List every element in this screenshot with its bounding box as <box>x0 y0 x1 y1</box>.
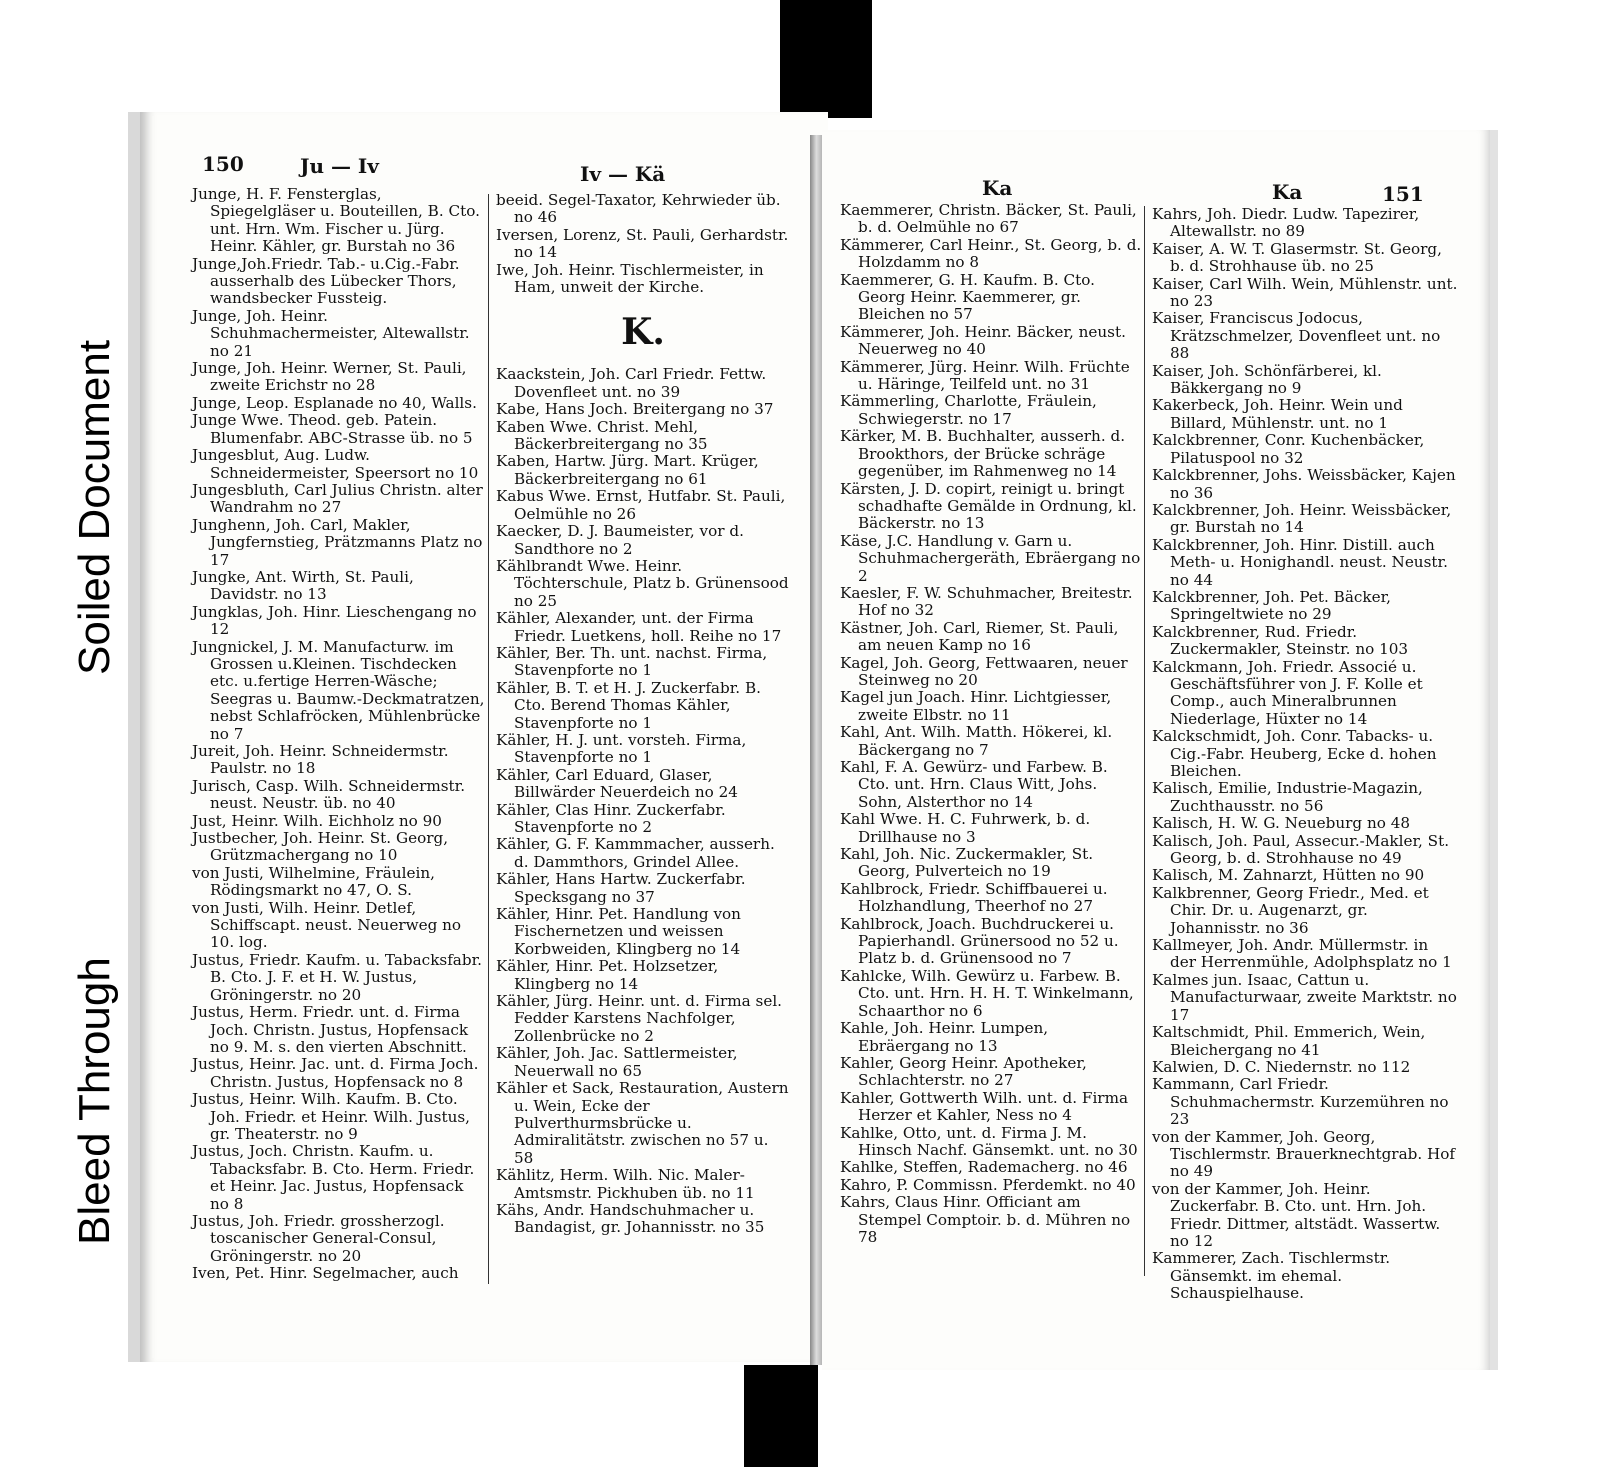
directory-entry: Kalckmann, Joh. Friedr. Associé u. Geschäftsführer von J. F. Kolle et Comp., auch Mineralbrunnen Niederlage, Hüxter no 14 <box>1152 657 1423 728</box>
directory-entry: Kaesler, F. W. Schuhmacher, Breitestr. Hof no 32 <box>840 583 1133 620</box>
header-left-range: Ju — Iv <box>300 154 379 178</box>
directory-entry: Kaemmerer, Christn. Bäcker, St. Pauli, b. d. Oelmühle no 67 <box>840 201 1137 237</box>
column-rule <box>1144 206 1145 1276</box>
directory-entry: Kahl, Ant. Wilh. Matth. Hökerei, kl. Bäckergang no 7 <box>840 723 1113 759</box>
directory-entry: Kähler, B. T. et H. J. Zuckerfabr. B. Cto. Berend Thomas Kähler, Stavenpforte no 1 <box>496 678 761 732</box>
directory-entry: Justus, Heinr. Wilh. Kaufm. B. Cto. Joh. Friedr. et Heinr. Wilh. Justus, gr. Theaterstr. no 9 <box>192 1090 470 1143</box>
binding-strip-bottom <box>744 1365 818 1467</box>
directory-entry: Kalckbrenner, Conr. Kuchenbäcker, Pilatuspool no 32 <box>1152 431 1425 467</box>
directory-entry: Käse, J.C. Handlung v. Garn u. Schuhmachergeräth, Ebräergang no 2 <box>840 531 1141 585</box>
directory-entry: Justbecher, Joh. Heinr. St. Georg, Grützmachergang no 10 <box>192 829 449 865</box>
directory-entry: Kahlbrock, Joach. Buchdruckerei u. Papierhandl. Grünersood no 52 u. Platz b. d. Grünensood no 7 <box>840 914 1119 968</box>
directory-entry: Junge,Joh.Friedr. Tab.- u.Cig.-Fabr. ausserhalb des Lübecker Thors, wandsbecker Fussteig. <box>192 254 460 308</box>
directory-entry: Kähler, Joh. Jac. Sattlermeister, Neuerwall no 65 <box>496 1044 738 1080</box>
directory-entry: Kammerer, Zach. Tischlermstr. Gänsemkt. im ehemal. Schauspielhause. <box>1152 1249 1391 1303</box>
directory-entry: Jungnickel, J. M. Manufacturw. im Grossen u.Kleinen. Tischdecken etc. u.fertige Herren-Wäsche; Seegras u. Baumw.-Deckmatratzen, nebst Schlafröcken, Mühlenbrücke no 7 <box>192 637 485 743</box>
directory-entry: Kahle, Joh. Heinr. Lumpen, Ebräergang no 13 <box>840 1019 1049 1055</box>
directory-entry: beeid. Segel-Taxator, Kehrwieder üb. no 46 <box>496 191 781 227</box>
directory-entry: Kagel jun Joach. Hinr. Lichtgiesser, zweite Elbstr. no 11 <box>840 688 1112 724</box>
directory-entry: Kahlke, Otto, unt. d. Firma J. M. Hinsch Nachf. Gänsemkt. unt. no 30 <box>840 1123 1138 1159</box>
directory-entry: Kähler, Clas Hinr. Zuckerfabr. Stavenpforte no 2 <box>496 800 726 836</box>
directory-entry: Kämmerling, Charlotte, Fräulein, Schwiegerstr. no 17 <box>840 392 1097 428</box>
directory-entry: Iversen, Lorenz, St. Pauli, Gerhardstr. no 14 <box>496 225 789 262</box>
directory-entry: Justus, Heinr. Jac. unt. d. Firma Joch. Christn. Justus, Hopfensack no 8 <box>192 1055 479 1091</box>
header-left-range: Ka <box>982 176 1013 200</box>
directory-entry: Kähler, H. J. unt. vorsteh. Firma, Stavenpforte no 1 <box>496 730 747 767</box>
directory-entry: Kalckbrenner, Johs. Weissbäcker, Kajen no 36 <box>1152 466 1456 502</box>
directory-entry: Kalckbrenner, Joh. Heinr. Weissbäcker, gr. Burstah no 14 <box>1152 500 1452 537</box>
directory-entry: Kalisch, Emilie, Industrie-Magazin, Zuchthausstr. no 56 <box>1152 779 1423 815</box>
directory-entry: von Justi, Wilhelmine, Fräulein, Rödingsmarkt no 47, O. S. <box>192 863 435 900</box>
left-page-column-2 <box>496 192 790 1237</box>
directory-entry: Kahl, F. A. Gewürz- und Farbew. B. Cto. unt. Hrn. Claus Witt, Johs. Sohn, Alsterthor no 14 <box>840 758 1108 811</box>
directory-entry: Kahlbrock, Friedr. Schiffbauerei u. Holzhandlung, Theerhof no 27 <box>840 879 1108 916</box>
header-right-range: Ka <box>1272 180 1303 204</box>
directory-entry: Kaiser, Franciscus Jodocus, Krätzschmelzer, Dovenfleet unt. no 88 <box>1152 309 1441 363</box>
header-right-range: Iv — Kä <box>580 162 666 186</box>
directory-entry: Kähler, G. F. Kammmacher, ausserh. d. Dammthors, Grindel Allee. <box>496 835 775 871</box>
directory-entry: Kaben Wwe. Christ. Mehl, Bäckerbreitergang no 35 <box>496 417 708 454</box>
directory-entry: Iwe, Joh. Heinr. Tischlermeister, in Ham, unweit der Kirche. <box>496 260 764 297</box>
directory-entry: Kaltschmidt, Phil. Emmerich, Wein, Bleichergang no 41 <box>1152 1023 1426 1059</box>
directory-entry: Kähler, Jürg. Heinr. unt. d. Firma sel. Fedder Karstens Nachfolger, Zollenbrücke no 2 <box>496 992 783 1045</box>
directory-entry: Junge Wwe. Theod. geb. Patein. Blumenfabr. ABC-Strasse üb. no 5 <box>192 411 473 447</box>
directory-entry: Kaiser, Joh. Schönfärberei, kl. Bäkkergang no 9 <box>1152 361 1382 398</box>
directory-entry: Junge, Leop. Esplanade no 40, Walls. <box>192 393 477 412</box>
directory-entry: Iven, Pet. Hinr. Segelmacher, auch <box>192 1264 459 1283</box>
directory-entry: Kahl Wwe. H. C. Fuhrwerk, b. d. Drillhause no 3 <box>840 810 1091 846</box>
directory-entry: Kalckbrenner, Joh. Pet. Bäcker, Springeltwiete no 29 <box>1152 587 1392 624</box>
directory-entry: Kahrs, Joh. Diedr. Ludw. Tapezirer, Altewallstr. no 89 <box>1152 205 1420 241</box>
directory-entry: Jungke, Ant. Wirth, St. Pauli, Davidstr. no 13 <box>192 567 414 604</box>
directory-entry: Just, Heinr. Wilh. Eichholz no 90 <box>192 811 442 830</box>
directory-entry: Kahrs, Claus Hinr. Officiant am Stempel Comptoir. b. d. Mühren no 78 <box>840 1193 1131 1246</box>
directory-entry: Justus, Friedr. Kaufm. u. Tabacksfabr. B. Cto. J. F. et H. W. Justus, Gröningerstr. no 20 <box>192 950 483 1004</box>
directory-entry: Kämmerer, Jürg. Heinr. Wilh. Früchte u. Häringe, Teilfeld unt. no 31 <box>840 357 1130 394</box>
directory-entry: Kabus Wwe. Ernst, Hutfabr. St. Pauli, Oelmühle no 26 <box>496 487 786 523</box>
page-number-left: 150 <box>202 152 244 176</box>
bleed-through-label: Bleed Through <box>70 957 119 1245</box>
directory-entry: Kaben, Hartw. Jürg. Mart. Krüger, Bäckerbreitergang no 61 <box>496 452 759 488</box>
directory-entry: Jungklas, Joh. Hinr. Lieschengang no 12 <box>192 602 477 639</box>
directory-entry: Kählitz, Herm. Wilh. Nic. Maler-Amtsmstr. Pickhuben üb. no 11 <box>496 1166 755 1202</box>
directory-entry: Justus, Joch. Christn. Kaufm. u. Tabacksfabr. B. Cto. Herm. Friedr. et Heinr. Jac. Justus, Hopfensack no 8 <box>192 1142 475 1213</box>
right-page <box>822 130 1498 1370</box>
directory-entry: Kählbrandt Wwe. Heinr. Töchterschule, Platz b. Grünensood no 25 <box>496 556 789 610</box>
directory-entry: Kaackstein, Joh. Carl Friedr. Fettw. Dovenfleet unt. no 39 <box>496 365 767 401</box>
directory-entry: Junghenn, Joh. Carl, Makler, Jungfernstieg, Prätzmanns Platz no 17 <box>192 515 483 569</box>
directory-entry: Kähler et Sack, Restauration, Austern u. Wein, Ecke der Pulverthurmsbrücke u. Admiralitätstr. zwischen no 57 u. 58 <box>496 1079 789 1167</box>
directory-entry: Kaecker, D. J. Baumeister, vor d. Sandthore no 2 <box>496 522 744 558</box>
directory-entry: Kästner, Joh. Carl, Riemer, St. Pauli, am neuen Kamp no 16 <box>840 618 1119 655</box>
directory-entry: Kahl, Joh. Nic. Zuckermakler, St. Georg, Pulverteich no 19 <box>840 845 1094 881</box>
directory-entry: Jungesbluth, Carl Julius Christn. alter Wandrahm no 27 <box>192 480 483 517</box>
directory-entry: Kahlke, Steffen, Rademacherg. no 46 <box>840 1158 1128 1177</box>
directory-entry: Kähler, Hinr. Pet. Holzsetzer, Klingberg no 14 <box>496 957 719 993</box>
directory-entry: Kämmerer, Carl Heinr., St. Georg, b. d. Holzdamm no 8 <box>840 235 1142 272</box>
directory-entry: Kalwien, D. C. Niedernstr. no 112 <box>1152 1057 1411 1076</box>
directory-entry: Kähler, Ber. Th. unt. nachst. Firma, Stavenpforte no 1 <box>496 643 768 680</box>
page-number-right: 151 <box>1382 182 1424 206</box>
directory-entry: Kalisch, H. W. G. Neueburg no 48 <box>1152 814 1411 833</box>
directory-entry: Kakerbeck, Joh. Heinr. Wein und Billard, Mühlenstr. unt. no 1 <box>1152 396 1403 432</box>
directory-entry: Kaemmerer, G. H. Kaufm. B. Cto. Georg Heinr. Kaemmerer, gr. Bleichen no 57 <box>840 270 1095 324</box>
directory-entry: Kalisch, Joh. Paul, Assecur.-Makler, St. Georg, b. d. Strohhause no 49 <box>1152 831 1450 868</box>
directory-entry: Kalisch, M. Zahnarzt, Hütten no 90 <box>1152 866 1425 885</box>
directory-entry: von der Kammer, Joh. Heinr. Zuckerfabr. B. Cto. unt. Hrn. Joh. Friedr. Dittmer, altstädt. Wassertw. no 12 <box>1152 1179 1441 1250</box>
column-rule <box>488 194 489 1284</box>
directory-entry: Kalmes jun. Isaac, Cattun u. Manufacturwaar, zweite Marktstr. no 17 <box>1152 970 1457 1024</box>
binding-strip-top <box>780 0 872 118</box>
directory-entry: Kahler, Gottwerth Wilh. unt. d. Firma Herzer et Kahler, Ness no 4 <box>840 1088 1129 1125</box>
directory-entry: Jureit, Joh. Heinr. Schneidermstr. Paulstr. no 18 <box>192 742 449 778</box>
directory-entry: Junge, Joh. Heinr. Werner, St. Pauli, zweite Erichstr no 28 <box>192 359 467 395</box>
directory-entry: Kähs, Andr. Handschuhmacher u. Bandagist, gr. Johannisstr. no 35 <box>496 1200 765 1237</box>
directory-entry: Junge, H. F. Fensterglas, Spiegelgläser u. Bouteillen, B. Cto. unt. Hrn. Wm. Fischer u. Jürg. Heinr. Kähler, gr. Burstah no 36 <box>192 185 480 256</box>
directory-entry: Kähler, Carl Eduard, Glaser, Billwärder Neuerdeich no 24 <box>496 765 738 802</box>
directory-entry: Kaiser, Carl Wilh. Wein, Mühlenstr. unt. no 23 <box>1152 274 1458 311</box>
directory-entry: Justus, Joh. Friedr. grossherzogl. toscanischer General-Consul, Gröningerstr. no 20 <box>192 1211 445 1265</box>
soiled-document-label: Soiled Document <box>70 339 119 675</box>
directory-entry: Kärsten, J. D. copirt, reinigt u. bringt schadhafte Gemälde in Ordnung, kl. Bäckerstr. no 13 <box>840 479 1137 533</box>
directory-entry: Jurisch, Casp. Wilh. Schneidermstr. neust. Neustr. üb. no 40 <box>192 776 466 813</box>
directory-entry: Jungesblut, Aug. Ludw. Schneidermeister, Speersort no 10 <box>192 446 479 482</box>
section-letter: K. <box>621 311 665 354</box>
directory-entry: Kammann, Carl Friedr. Schuhmachermstr. Kurzemühren no 23 <box>1152 1075 1449 1129</box>
directory-entry: Justus, Herm. Friedr. unt. d. Firma Joch. Christn. Justus, Hopfensack no 9. M. s. den vierten Abschnitt. <box>192 1003 469 1056</box>
directory-entry: Kalkbrenner, Georg Friedr., Med. et Chir. Dr. u. Augenarzt, gr. Johannisstr. no 36 <box>1152 883 1429 937</box>
right-page-column-1 <box>840 202 1142 1246</box>
directory-entry: Kalckbrenner, Rud. Friedr. Zuckermakler, Steinstr. no 103 <box>1152 622 1409 659</box>
directory-entry: von Justi, Wilh. Heinr. Detlef, Schiffscapt. neust. Neuerweg no 10. log. <box>192 898 462 952</box>
directory-entry: Junge, Joh. Heinr. Schuhmachermeister, Altewallstr. no 21 <box>192 306 470 360</box>
directory-entry: Kabe, Hans Joch. Breitergang no 37 <box>496 400 774 419</box>
directory-entry: Kähler, Hinr. Pet. Handlung von Fischernetzen und weissen Korbweiden, Klingberg no 14 <box>496 905 741 958</box>
directory-entry: Kähler, Alexander, unt. der Firma Friedr. Luetkens, holl. Reihe no 17 <box>496 609 782 645</box>
directory-entry: Kähler, Hans Hartw. Zuckerfabr. Specksgang no 37 <box>496 870 746 906</box>
directory-entry: Kahlcke, Wilh. Gewürz u. Farbew. B. Cto. unt. Hrn. H. H. T. Winkelmann, Schaarthor no 6 <box>840 966 1134 1020</box>
directory-entry: Kahler, Georg Heinr. Apotheker, Schlachterstr. no 27 <box>840 1053 1087 1090</box>
directory-entry: Kärker, M. B. Buchhalter, ausserh. d. Brookthors, der Brücke schräge gegenüber, im Rahmenweg no 14 <box>840 427 1126 481</box>
directory-entry: Kaiser, A. W. T. Glasermstr. St. Georg, b. d. Strohhause üb. no 25 <box>1152 239 1442 276</box>
directory-entry: Kagel, Joh. Georg, Fettwaaren, neuer Steinweg no 20 <box>840 653 1128 689</box>
left-page <box>128 112 828 1362</box>
directory-entry: Kalckbrenner, Joh. Hinr. Distill. auch Meth- u. Honighandl. neust. Neustr. no 44 <box>1152 535 1448 589</box>
directory-entry: Kahro, P. Commissn. Pferdemkt. no 40 <box>840 1175 1136 1194</box>
directory-entry: von der Kammer, Joh. Georg, Tischlermstr. Brauerknechtgrab. Hof no 49 <box>1152 1127 1456 1181</box>
directory-entry: Kalckschmidt, Joh. Conr. Tabacks- u. Cig.-Fabr. Heuberg, Ecke d. hohen Bleichen. <box>1152 727 1437 780</box>
directory-entry: Kallmeyer, Joh. Andr. Müllermstr. in der Herrenmühle, Adolphsplatz no 1 <box>1152 936 1452 972</box>
left-page-column-1 <box>192 186 486 1283</box>
directory-entry: Kämmerer, Joh. Heinr. Bäcker, neust. Neuerweg no 40 <box>840 322 1126 359</box>
right-page-column-2 <box>1152 206 1458 1303</box>
